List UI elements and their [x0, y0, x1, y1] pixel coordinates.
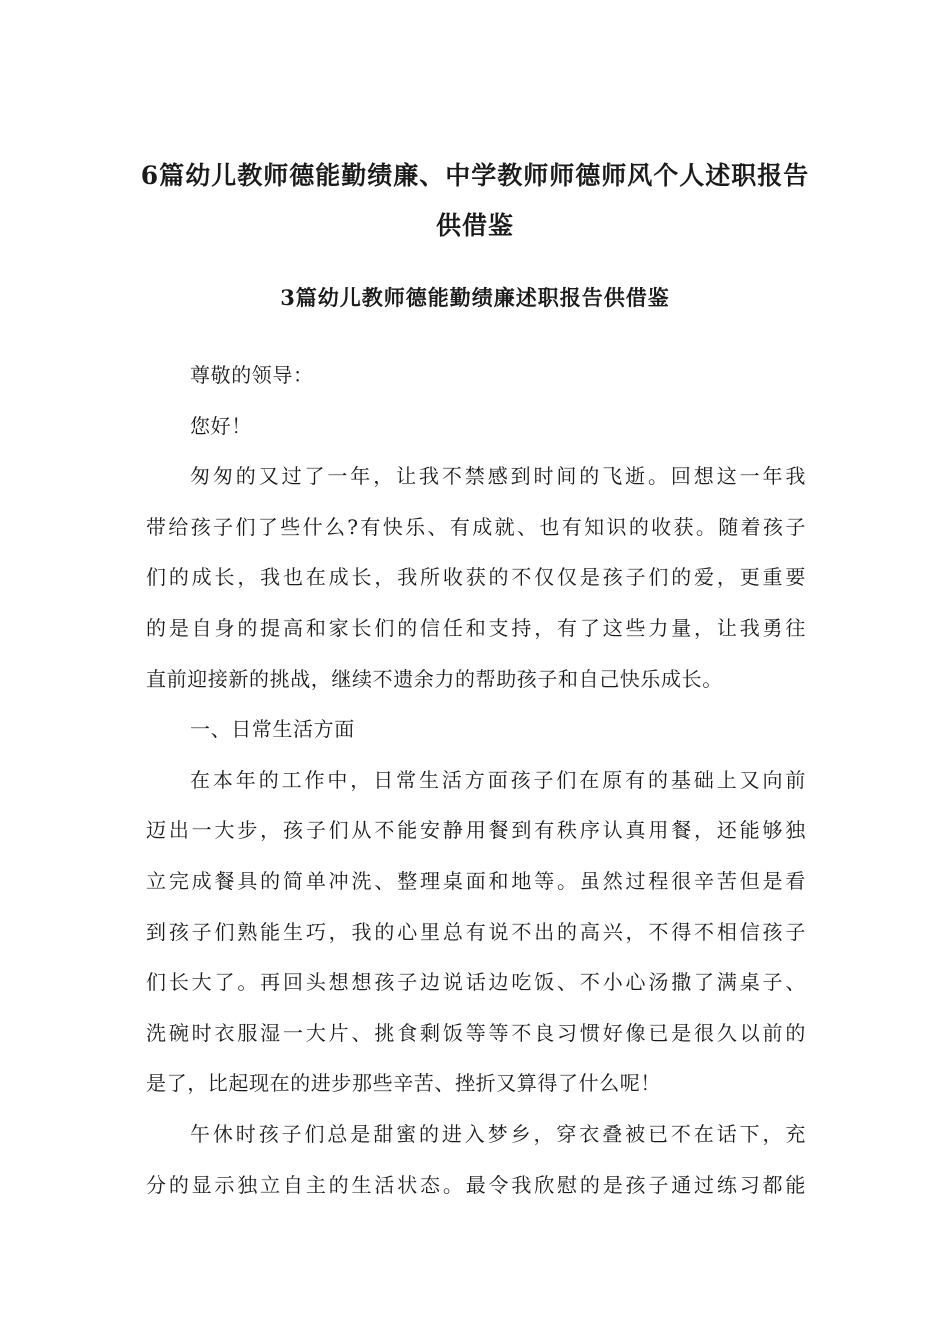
document-subtitle: 3篇幼儿教师德能勤绩廉述职报告供借鉴 — [280, 285, 670, 310]
document-body — [146, 350, 806, 1210]
paragraph-line: 洗碗时衣服湿一大片、挑食剩饭等等不良习惯好像已是很久以前的 — [146, 1020, 806, 1045]
paragraph-line: 是了，比起现在的进步那些辛苦、挫折又算得了什么呢！ — [146, 1071, 661, 1096]
paragraph-line: 直前迎接新的挑战，继续不遗余力的帮助孩子和自己快乐成长。 — [146, 666, 723, 691]
paragraph-line: 在本年的工作中，日常生活方面孩子们在原有的基础上又向前 — [190, 767, 806, 792]
paragraph-line: 到孩子们熟能生巧，我的心里总有说不出的高兴，不得不相信孩子 — [146, 919, 806, 944]
paragraph-line: 的是自身的提高和家长们的信任和支持，有了这些力量，让我勇往 — [146, 615, 806, 640]
paragraph-line: 分的显示独立自主的生活状态。最令我欣慰的是孩子通过练习都能 — [146, 1172, 806, 1197]
paragraph-line: 午休时孩子们总是甜蜜的进入梦乡，穿衣叠被已不在话下，充 — [190, 1121, 806, 1146]
document-title-line-2: 供借鉴 — [435, 211, 514, 240]
paragraph-line: 带给孩子们了些什么?有快乐、有成就、也有知识的收获。随着孩子 — [146, 514, 806, 539]
greeting: 您好！ — [190, 413, 252, 438]
section-heading: 一、日常生活方面 — [190, 717, 355, 742]
document-title-line-1: 6篇幼儿教师德能勤绩廉、中学教师师德师风个人述职报告 — [140, 161, 810, 190]
paragraph-line: 们长大了。再回头想想孩子边说话边吃饭、不小心汤撒了满桌子、 — [146, 970, 806, 995]
paragraph-line: 匆匆的又过了一年，让我不禁感到时间的飞逝。回想这一年我 — [190, 464, 806, 489]
paragraph-line: 迈出一大步，孩子们从不能安静用餐到有秩序认真用餐，还能够独 — [146, 818, 806, 843]
salutation: 尊敬的领导： — [190, 363, 314, 387]
paragraph-line: 立完成餐具的简单冲洗、整理桌面和地等。虽然过程很辛苦但是看 — [146, 868, 806, 893]
paragraph-line: 们的成长，我也在成长，我所收获的不仅仅是孩子们的爱，更重要 — [146, 565, 806, 590]
